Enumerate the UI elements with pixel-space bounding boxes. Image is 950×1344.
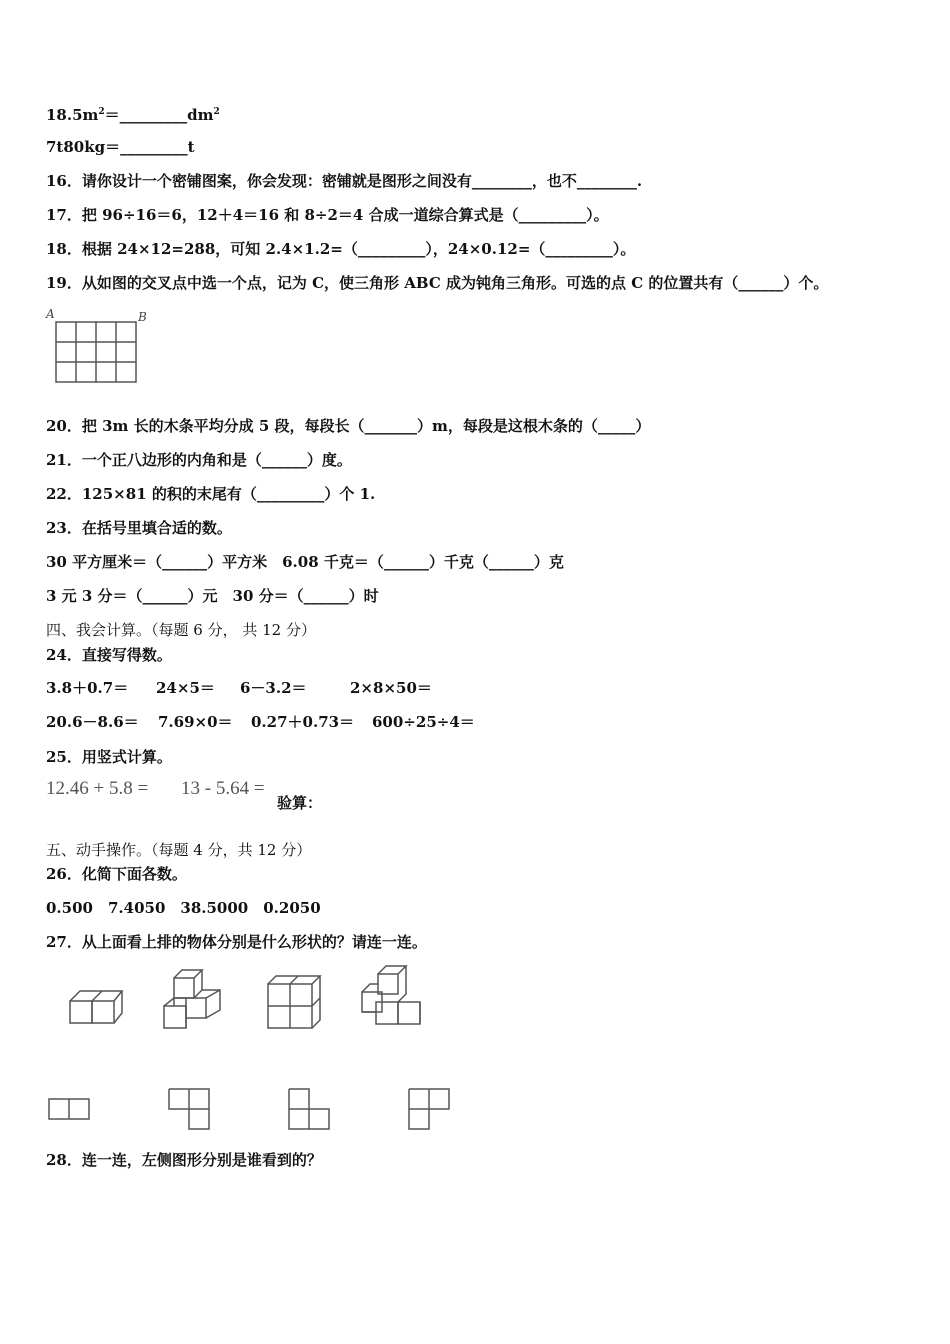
q24-item: 3.8＋0.7＝ bbox=[46, 679, 129, 697]
question-27: 27．从上面看上排的物体分别是什么形状的？请连一连。 bbox=[46, 933, 427, 951]
q25-check-label: 验算： bbox=[277, 794, 323, 812]
cube-group-1 bbox=[66, 983, 126, 1031]
q24-row-1 bbox=[46, 678, 432, 698]
question-25: 25．用竖式计算。 bbox=[46, 748, 172, 766]
q24-row-2 bbox=[46, 712, 475, 732]
section-4-heading: 四、我会计算。（每题 6 分， 共 12 分） bbox=[46, 621, 316, 639]
question-16: 16．请你设计一个密铺图案，你会发现：密铺就是图形之间没有________，也不________. bbox=[46, 172, 643, 190]
question-26-numbers: 0.500 7.4050 38.5000 0.2050 bbox=[46, 899, 321, 917]
view-1 bbox=[46, 1096, 96, 1122]
view-4 bbox=[406, 1086, 456, 1132]
question-20: 20．把 3m 长的木条平均分成 5 段，每段长（_______）m，每段是这根木条的（_____） bbox=[46, 417, 651, 435]
question-23-part-b: 3 元 3 分＝（______）元 30 分＝（______）时 bbox=[46, 587, 379, 605]
question-17: 17．把 96÷16＝6，12＋4＝16 和 8÷2＝4 合成一道综合算式是（_________）。 bbox=[46, 206, 609, 224]
q24-item: 24×5＝ bbox=[156, 679, 215, 697]
question-19: 19．从如图的交叉点中选一个点，记为 C，使三角形 ABC 成为钝角三角形。可选的点 C 的位置共有（______）个。 bbox=[46, 274, 829, 292]
view-3 bbox=[286, 1086, 336, 1132]
section-5-heading: 五、动手操作。（每题 4 分，共 12 分） bbox=[46, 841, 312, 859]
q24-item: 0.27＋0.73＝ bbox=[251, 713, 355, 731]
question-23-part-a: 30 平方厘米＝（______）平方米 6.08 千克＝（______）千克（______）克 bbox=[46, 553, 564, 571]
cube-group-4 bbox=[356, 962, 426, 1030]
cube-group-3 bbox=[264, 972, 324, 1032]
question-18: 18．根据 24×12=288，可知 2.4×1.2=（_________），24×0.12=（_________）。 bbox=[46, 240, 636, 258]
question-22: 22．125×81 的积的末尾有（_________）个 1. bbox=[46, 485, 376, 503]
question-26: 26．化简下面各数。 bbox=[46, 865, 187, 883]
view-2 bbox=[166, 1086, 216, 1132]
question-24: 24．直接写得数。 bbox=[46, 646, 172, 664]
unit-conversion-area: $18.5m^2=\_\_\_\_\_\_\_\_\_dm^2$ bbox=[46, 106, 220, 124]
q24-item: 6－3.2＝ bbox=[240, 679, 307, 697]
question-23: 23．在括号里填合适的数。 bbox=[46, 519, 232, 537]
grid-figure bbox=[44, 306, 154, 386]
cube-group-2 bbox=[160, 968, 230, 1034]
question-28: 28．连一连，左侧图形分别是谁看到的？ bbox=[46, 1151, 322, 1169]
point-a-label: A bbox=[46, 307, 55, 321]
q24-item: 20.6－8.6＝ bbox=[46, 713, 139, 731]
question-21: 21．一个正八边形的内角和是（______）度。 bbox=[46, 451, 352, 469]
q24-item: 2×8×50＝ bbox=[350, 679, 432, 697]
q24-item: 600÷25÷4＝ bbox=[372, 713, 475, 731]
point-b-label: B bbox=[138, 310, 147, 324]
q25-expression-2: 13 - 5.64 = bbox=[181, 778, 265, 799]
q25-expression-1: 12.46 + 5.8 = bbox=[46, 778, 149, 799]
q24-item: 7.69×0＝ bbox=[158, 713, 233, 731]
unit-conversion-mass: 7t80kg＝_________t bbox=[46, 138, 195, 156]
